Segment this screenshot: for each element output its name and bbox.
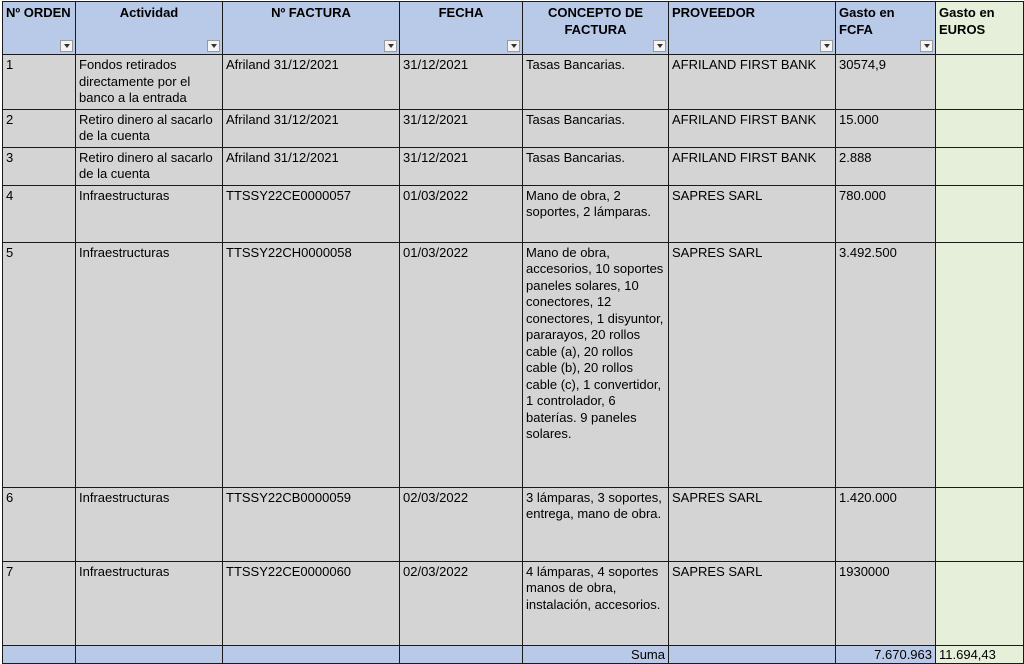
- cell-proveedor[interactable]: AFRILAND FIRST BANK: [669, 109, 836, 147]
- total-empty-cell: [669, 645, 836, 663]
- total-empty-cell: [400, 645, 523, 663]
- cell-concepto[interactable]: 4 lámparas, 4 soportes manos de obra, instalación, accesorios.: [523, 561, 669, 645]
- cell-fecha[interactable]: 02/03/2022: [400, 561, 523, 645]
- cell-proveedor[interactable]: SAPRES SARL: [669, 487, 836, 561]
- filter-dropdown-factura[interactable]: [384, 40, 397, 52]
- cell-fecha[interactable]: 01/03/2022: [400, 242, 523, 487]
- cell-actividad[interactable]: Infraestructuras: [76, 487, 223, 561]
- col-header-gasto-fcfa: [836, 2, 936, 55]
- col-header-gasto-euros: [936, 2, 1024, 55]
- cell-orden[interactable]: 3: [3, 147, 76, 185]
- cell-actividad[interactable]: Fondos retirados directamente por el banco a la entrada: [76, 55, 223, 110]
- cell-gasto-fcfa[interactable]: 30574,9: [836, 55, 936, 110]
- cell-gasto-fcfa[interactable]: 15.000: [836, 109, 936, 147]
- cell-proveedor[interactable]: AFRILAND FIRST BANK: [669, 147, 836, 185]
- cell-factura[interactable]: TTSSY22CB0000059: [223, 487, 400, 561]
- cell-factura[interactable]: TTSSY22CE0000057: [223, 185, 400, 242]
- cell-fecha[interactable]: 31/12/2021: [400, 55, 523, 110]
- filter-dropdown-proveedor[interactable]: [820, 40, 833, 52]
- cell-gasto-euros[interactable]: [936, 561, 1024, 645]
- chevron-down-icon: [211, 44, 217, 48]
- cell-concepto[interactable]: 3 lámparas, 3 soportes, entrega, mano de obra.: [523, 487, 669, 561]
- cell-gasto-fcfa[interactable]: 1930000: [836, 561, 936, 645]
- chevron-down-icon: [64, 44, 70, 48]
- filter-dropdown-gasto-fcfa[interactable]: [920, 40, 933, 52]
- cell-fecha[interactable]: 31/12/2021: [400, 147, 523, 185]
- cell-fecha[interactable]: 02/03/2022: [400, 487, 523, 561]
- col-header-actividad-label: Actividad: [119, 5, 179, 20]
- total-empty-cell: [76, 645, 223, 663]
- col-header-factura-label: Nº FACTURA: [271, 5, 351, 20]
- filter-dropdown-concepto[interactable]: [653, 40, 666, 52]
- col-header-concepto-label: CONCEPTO DE FACTURA: [547, 5, 644, 37]
- table-row: [3, 487, 1024, 561]
- table-row: [3, 242, 1024, 487]
- cell-factura[interactable]: Afriland 31/12/2021: [223, 55, 400, 110]
- cell-proveedor[interactable]: SAPRES SARL: [669, 185, 836, 242]
- cell-gasto-euros[interactable]: [936, 185, 1024, 242]
- cell-actividad[interactable]: Infraestructuras: [76, 561, 223, 645]
- cell-concepto[interactable]: Mano de obra, accesorios, 10 soportes paneles solares, 10 conectores, 12 conectores, 1 disyuntor, pararayos, 20 rollos cable (a), 20 rollos cable (b), 20 rollos cable (c), 1 convertidor, 1 controlador, 6 baterías. 9 paneles solares.: [523, 242, 669, 487]
- cell-fecha[interactable]: 31/12/2021: [400, 109, 523, 147]
- expense-table: [2, 1, 1024, 664]
- cell-concepto[interactable]: Tasas Bancarias.: [523, 147, 669, 185]
- chevron-down-icon: [511, 44, 517, 48]
- cell-fecha[interactable]: 01/03/2022: [400, 185, 523, 242]
- col-header-orden: [3, 2, 76, 55]
- cell-gasto-fcfa[interactable]: 780.000: [836, 185, 936, 242]
- col-header-fecha: [400, 2, 523, 55]
- total-empty-cell: [223, 645, 400, 663]
- cell-gasto-euros[interactable]: [936, 109, 1024, 147]
- cell-gasto-fcfa[interactable]: 1.420.000: [836, 487, 936, 561]
- cell-gasto-euros[interactable]: [936, 55, 1024, 110]
- cell-actividad[interactable]: Infraestructuras: [76, 185, 223, 242]
- total-gasto-euros[interactable]: 11.694,43: [936, 645, 1024, 663]
- chevron-down-icon: [924, 44, 930, 48]
- cell-gasto-euros[interactable]: [936, 487, 1024, 561]
- cell-gasto-fcfa[interactable]: 2.888: [836, 147, 936, 185]
- total-label[interactable]: Suma: [523, 645, 669, 663]
- chevron-down-icon: [824, 44, 830, 48]
- table-row: [3, 561, 1024, 645]
- cell-factura[interactable]: TTSSY22CH0000058: [223, 242, 400, 487]
- cell-gasto-euros[interactable]: [936, 242, 1024, 487]
- cell-orden[interactable]: 5: [3, 242, 76, 487]
- col-header-orden-label: Nº ORDEN: [6, 5, 71, 20]
- cell-factura[interactable]: TTSSY22CE0000060: [223, 561, 400, 645]
- cell-proveedor[interactable]: AFRILAND FIRST BANK: [669, 55, 836, 110]
- cell-orden[interactable]: 2: [3, 109, 76, 147]
- cell-actividad[interactable]: Retiro dinero al sacarlo de la cuenta: [76, 109, 223, 147]
- cell-concepto[interactable]: Mano de obra, 2 soportes, 2 lámparas.: [523, 185, 669, 242]
- table-row: [3, 55, 1024, 110]
- col-header-actividad: [76, 2, 223, 55]
- filter-dropdown-actividad[interactable]: [207, 40, 220, 52]
- col-header-gasto-euros-label: Gasto en EUROS: [939, 5, 995, 37]
- cell-orden[interactable]: 4: [3, 185, 76, 242]
- cell-orden[interactable]: 7: [3, 561, 76, 645]
- col-header-fecha-label: FECHA: [438, 5, 484, 20]
- cell-actividad[interactable]: Infraestructuras: [76, 242, 223, 487]
- table-row: [3, 109, 1024, 147]
- table-row: [3, 147, 1024, 185]
- chevron-down-icon: [388, 44, 394, 48]
- col-header-proveedor-label: PROVEEDOR: [672, 5, 756, 20]
- cell-concepto[interactable]: Tasas Bancarias.: [523, 55, 669, 110]
- cell-gasto-fcfa[interactable]: 3.492.500: [836, 242, 936, 487]
- cell-gasto-euros[interactable]: [936, 147, 1024, 185]
- cell-orden[interactable]: 1: [3, 55, 76, 110]
- header-row: [3, 2, 1024, 55]
- cell-proveedor[interactable]: SAPRES SARL: [669, 561, 836, 645]
- col-header-gasto-fcfa-label: Gasto en FCFA: [839, 5, 895, 37]
- cell-orden[interactable]: 6: [3, 487, 76, 561]
- table-row: [3, 185, 1024, 242]
- cell-concepto[interactable]: Tasas Bancarias.: [523, 109, 669, 147]
- chevron-down-icon: [657, 44, 663, 48]
- cell-actividad[interactable]: Retiro dinero al sacarlo de la cuenta: [76, 147, 223, 185]
- cell-factura[interactable]: Afriland 31/12/2021: [223, 147, 400, 185]
- col-header-factura: [223, 2, 400, 55]
- total-gasto-fcfa[interactable]: 7.670.963: [836, 645, 936, 663]
- col-header-proveedor: [669, 2, 836, 55]
- filter-dropdown-orden[interactable]: [60, 40, 73, 52]
- cell-factura[interactable]: Afriland 31/12/2021: [223, 109, 400, 147]
- total-empty-cell: [3, 645, 76, 663]
- filter-dropdown-fecha[interactable]: [507, 40, 520, 52]
- total-row: [3, 645, 1024, 663]
- cell-proveedor[interactable]: SAPRES SARL: [669, 242, 836, 487]
- col-header-concepto: [523, 2, 669, 55]
